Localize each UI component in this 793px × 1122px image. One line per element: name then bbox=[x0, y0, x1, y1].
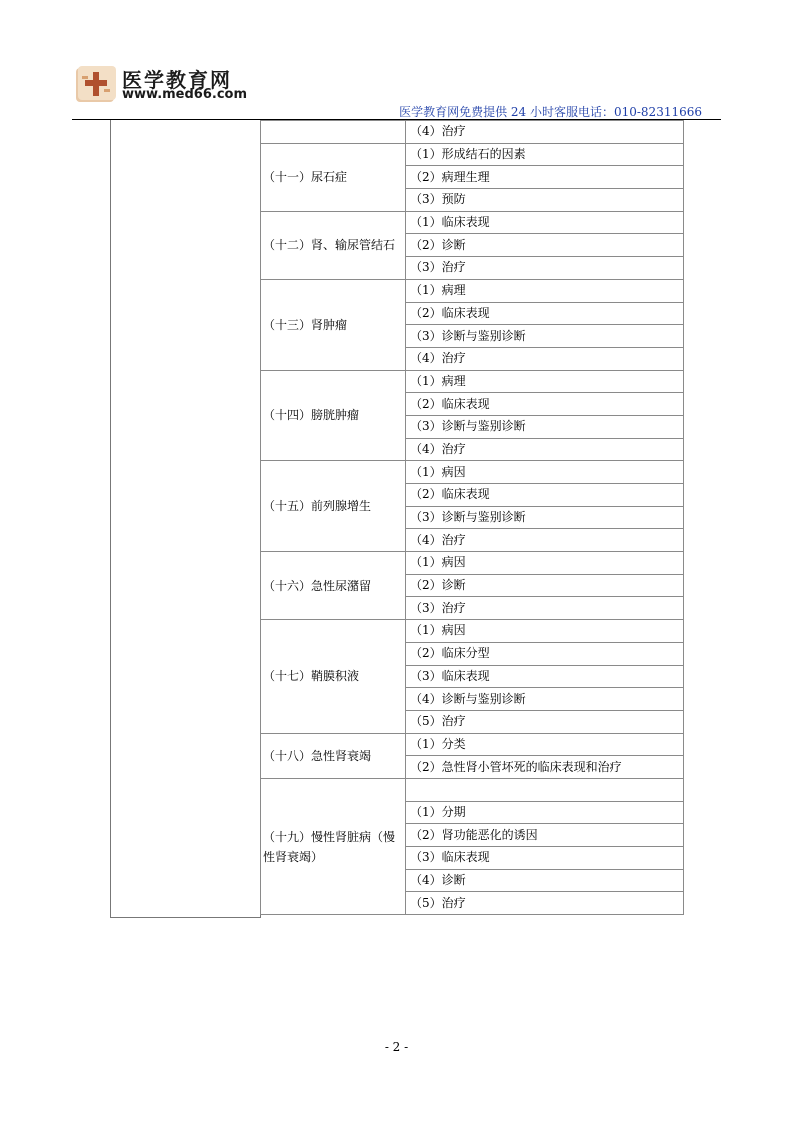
subtopic-cell: （3）诊断与鉴别诊断 bbox=[406, 506, 684, 529]
subtopic-cell bbox=[406, 778, 684, 801]
subtopic-cell: （4）治疗 bbox=[406, 438, 684, 461]
table-bottom-border bbox=[110, 917, 261, 918]
topic-cell: （十七）鞘膜积液 bbox=[261, 620, 406, 733]
subtopic-cell: （4）诊断与鉴别诊断 bbox=[406, 688, 684, 711]
subtopic-cell: （2）诊断 bbox=[406, 234, 684, 257]
topic-cell: （十九）慢性肾脏病（慢性肾衰竭） bbox=[261, 778, 406, 914]
table-row bbox=[261, 279, 684, 302]
topic-cell: （十一）尿石症 bbox=[261, 143, 406, 211]
topic-cell: （十四）膀胱肿瘤 bbox=[261, 370, 406, 461]
subtopic-cell: （2）急性肾小管坏死的临床表现和治疗 bbox=[406, 756, 684, 779]
subtopic-cell: （3）诊断与鉴别诊断 bbox=[406, 415, 684, 438]
subtopic-cell: （3）治疗 bbox=[406, 257, 684, 280]
topic-cell: （十八）急性肾衰竭 bbox=[261, 733, 406, 778]
table-row bbox=[261, 121, 684, 144]
subtopic-cell: （3）治疗 bbox=[406, 597, 684, 620]
subtopic-cell: （2）临床表现 bbox=[406, 393, 684, 416]
table-row bbox=[261, 211, 684, 234]
subtopic-cell: （3）临床表现 bbox=[406, 665, 684, 688]
subtopic-cell: （5）治疗 bbox=[406, 710, 684, 733]
table-row bbox=[261, 620, 684, 643]
subtopic-cell: （4）治疗 bbox=[406, 347, 684, 370]
subtopic-cell: （1）病因 bbox=[406, 620, 684, 643]
subtopic-cell: （2）临床分型 bbox=[406, 642, 684, 665]
subtopic-cell: （2）临床表现 bbox=[406, 302, 684, 325]
header-contact-note: 医学教育网免费提供 24 小时客服电话：010-82311666 bbox=[399, 105, 702, 119]
subtopic-cell: （4）治疗 bbox=[406, 529, 684, 552]
subtopic-cell: （4）治疗 bbox=[406, 121, 684, 144]
subtopic-cell: （3）临床表现 bbox=[406, 847, 684, 870]
site-logo bbox=[74, 60, 256, 110]
subtopic-cell: （3）诊断与鉴别诊断 bbox=[406, 325, 684, 348]
topic-cell bbox=[261, 121, 406, 144]
subtopic-cell: （2）病理生理 bbox=[406, 166, 684, 189]
subtopic-cell: （1）临床表现 bbox=[406, 211, 684, 234]
page-number: - 2 - bbox=[384, 1040, 409, 1054]
subtopic-cell: （1）病理 bbox=[406, 370, 684, 393]
subtopic-cell: （2）诊断 bbox=[406, 574, 684, 597]
table-row bbox=[261, 552, 684, 575]
syllabus-table bbox=[260, 120, 684, 915]
subtopic-cell: （2）临床表现 bbox=[406, 484, 684, 507]
topic-cell: （十六）急性尿潴留 bbox=[261, 552, 406, 620]
subtopic-cell: （1）分期 bbox=[406, 801, 684, 824]
topic-cell: （十三）肾肿瘤 bbox=[261, 279, 406, 370]
table-row bbox=[261, 370, 684, 393]
table-row bbox=[261, 461, 684, 484]
subtopic-cell: （3）预防 bbox=[406, 189, 684, 212]
subtopic-cell: （1）分类 bbox=[406, 733, 684, 756]
topic-cell: （十五）前列腺增生 bbox=[261, 461, 406, 552]
medical-cross-logo-icon bbox=[74, 62, 118, 106]
logo-url: www.med66.com bbox=[122, 87, 248, 102]
subtopic-cell: （1）病因 bbox=[406, 552, 684, 575]
subtopic-cell: （1）病理 bbox=[406, 279, 684, 302]
logo-name: 医学教育网 bbox=[122, 68, 232, 92]
subtopic-cell: （1）病因 bbox=[406, 461, 684, 484]
table-row bbox=[261, 733, 684, 756]
subtopic-cell: （2）肾功能恶化的诱因 bbox=[406, 824, 684, 847]
subtopic-cell: （4）诊断 bbox=[406, 869, 684, 892]
subtopic-cell: （1）形成结石的因素 bbox=[406, 143, 684, 166]
table-row bbox=[261, 778, 684, 801]
subtopic-cell: （5）治疗 bbox=[406, 892, 684, 915]
table-left-border bbox=[110, 120, 111, 918]
table-row bbox=[261, 143, 684, 166]
topic-cell: （十二）肾、输尿管结石 bbox=[261, 211, 406, 279]
